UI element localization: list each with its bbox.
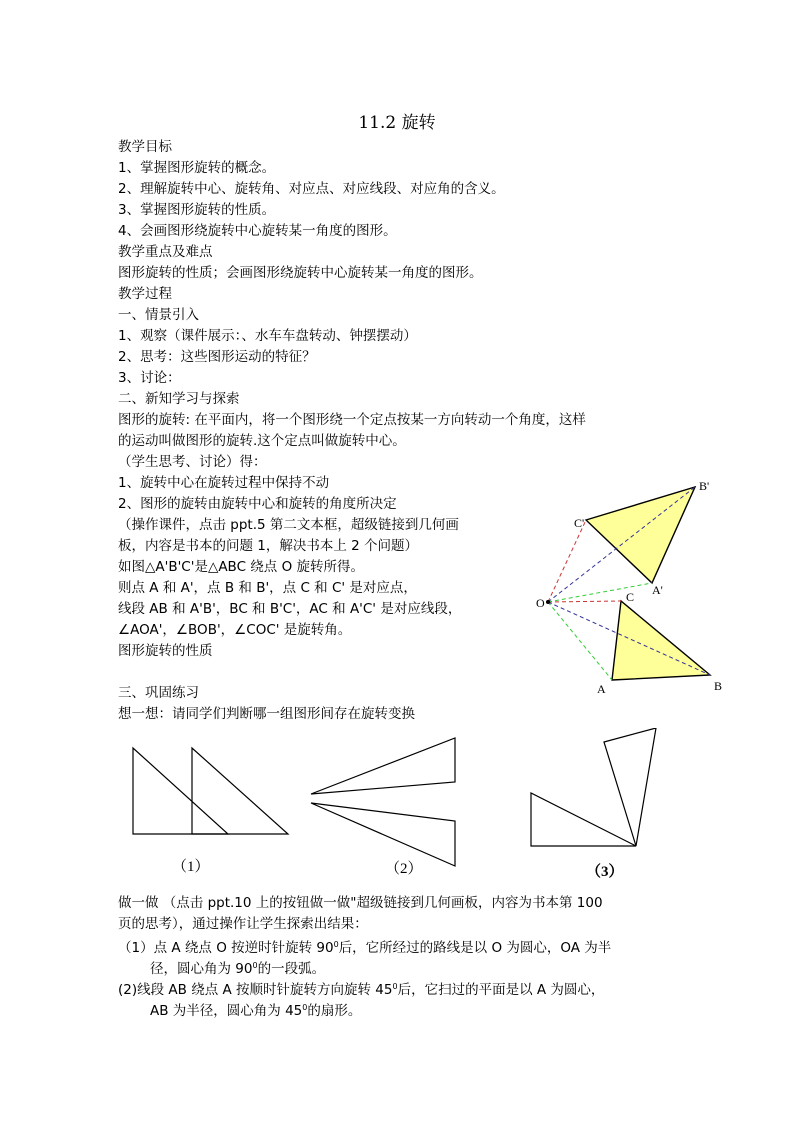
segment-oc — [548, 601, 621, 602]
operation-line-2: 板，内容是书本的问题 1，解决书本上 2 个问题） — [118, 538, 419, 554]
label-b: B — [714, 679, 723, 693]
section-1-heading: 一、情景引入 — [118, 307, 199, 323]
label-o: O — [536, 596, 545, 610]
do-it-line-1: 做一做 （点击 ppt.10 上的按钮做一做"超级链接到几何画板，内容为书本第 100 — [118, 895, 603, 911]
exercise-caption-2: （2） — [385, 861, 423, 877]
students-discuss: （学生思考、讨论）得： — [118, 454, 267, 470]
figure-description: 如图△A'B'C'是△ABC 绕点 O 旋转所得。 — [118, 559, 365, 575]
definition-line-2: 的运动叫做图形的旋转.这个定点叫做旋转中心。 — [118, 433, 406, 449]
exercise-caption-3: （3） — [586, 864, 624, 880]
section-3-heading: 三、巩固练习 — [118, 685, 199, 701]
exercise-caption-1: （1） — [172, 859, 210, 875]
exercise-figure-1 — [133, 748, 288, 834]
exercise-figure-2 — [311, 738, 455, 866]
segment-oa — [548, 602, 612, 680]
definition-line-1: 图形的旋转: 在平面内，将一个图形绕一个定点按某一方向转动一个角度，这样 — [118, 412, 586, 428]
heading-goals: 教学目标 — [118, 139, 172, 155]
label-b-prime: B' — [699, 479, 710, 493]
label-a: A — [597, 682, 606, 696]
key-points-text: 图形旋转的性质；会画图形绕旋转中心旋转某一角度的图形。 — [118, 265, 483, 281]
think-text: 2、思考：这些图形运动的特征？ — [118, 349, 316, 365]
goal-1: 1、掌握图形旋转的概念。 — [118, 160, 276, 176]
point-o — [546, 600, 550, 604]
rotation-properties: 图形旋转的性质 — [118, 643, 213, 659]
conclusion-1: 1、旋转中心在旋转过程中保持不动 — [118, 475, 330, 491]
result-2-line-2: AB 为半径，圆心角为 $45^0$的扇形。 — [150, 1003, 362, 1019]
label-c: C — [626, 590, 635, 604]
operation-line-1: （操作课件，点击 ppt.5 第二文本框，超级链接到几何画 — [118, 517, 459, 533]
think-question: 想一想：请同学们判断哪一组图形间存在旋转变换 — [118, 706, 415, 722]
goal-3: 3、掌握图形旋转的性质。 — [118, 202, 276, 218]
rotation-figure — [530, 475, 730, 700]
segment-oa-rotated — [548, 583, 652, 602]
goal-2: 2、理解旋转中心、旋转角、对应点、对应线段、对应角的含义。 — [118, 181, 505, 197]
segment-oc-rotated — [548, 520, 586, 602]
result-1-line-1: （1）点 A 绕点 O 按逆时针旋转 $90^0$后，它所经过的路线是以 O 为圆心，OA 为半 — [118, 940, 612, 956]
corresponding-segments: 线段 AB 和 A'B'，BC 和 B'C'，AC 和 A'C' 是对应线段， — [118, 601, 462, 617]
exercise-figures — [125, 728, 665, 880]
goal-4: 4、会画图形绕旋转中心旋转某一角度的图形。 — [118, 223, 397, 239]
do-it-line-2: 页的思考），通过操作让学生探索出结果： — [118, 916, 368, 932]
rotation-angles: ∠AOA'，∠BOB'，∠COC' 是旋转角。 — [118, 622, 352, 638]
exercise-figure-3 — [531, 728, 656, 846]
heading-process: 教学过程 — [118, 286, 172, 302]
heading-key-points: 教学重点及难点 — [118, 244, 213, 260]
section-2-heading: 二、新知学习与探索 — [118, 391, 240, 407]
label-a-prime: A' — [652, 583, 663, 597]
result-1-line-2: 径，圆心角为 $90^0$的一段弧。 — [150, 961, 326, 977]
triangle-abc-rotated — [586, 487, 695, 583]
conclusion-2: 2、图形的旋转由旋转中心和旋转的角度所决定 — [118, 496, 397, 512]
label-c-prime: C' — [574, 516, 585, 530]
corresponding-points: 则点 A 和 A'，点 B 和 B'，点 C 和 C' 是对应点， — [118, 580, 417, 596]
page-title: 11.2 旋转 — [358, 113, 436, 133]
result-2-line-1: (2)线段 AB 绕点 A 按顺时针旋转方向旋转 $45^0$后，它扫过的平面是以 A 为圆心， — [118, 982, 605, 998]
discuss-text: 3、讨论： — [118, 370, 181, 386]
observe-text: 1、观察（课件展示：、水车车盘转动、钟摆摆动） — [118, 328, 417, 344]
